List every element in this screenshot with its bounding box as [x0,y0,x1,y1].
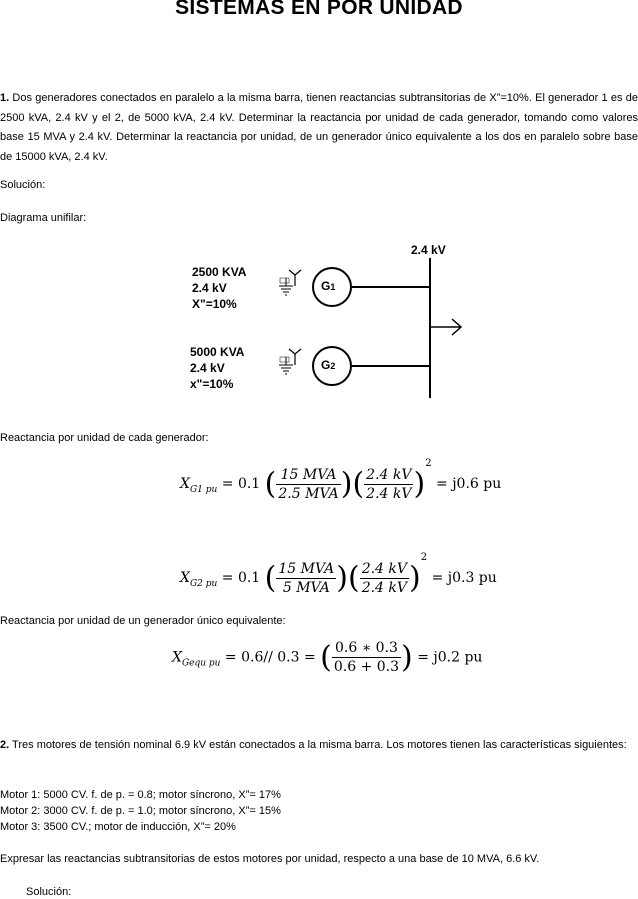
problem-2-number: 2. [0,739,10,751]
motor-1: Motor 1: 5000 CV. f. de p. = 0.8; motor síncrono, X”= 17% [0,789,281,801]
g1-label: G1 [321,279,336,293]
problem-1-text: Dos generadores conectados en paralelo a la misma barra, tienen reactancias subtransitorias de X”=10%. El generador 1 es de 2500 kVA, 2.4 kV y el 2, de 5000 kVA, 2.4 kV. Determinar la reactancia por unidad de cada generador, tomando como valores base 15 MVA y 2.4 kV. Determinar la reactancia por unidad, de un generador único equivalente a los dos en paralelo sobre base de 15000 kVA, 2.4 kV. [0,92,638,163]
g2-label: G2 [321,358,336,372]
page-title: SISTEMAS EN POR UNIDAD [175,0,463,19]
g2-wye-ground-icon [279,349,301,374]
equation-g1: $X_{G1 pu} = 0.1$ ( $\frac{\text{15 MVA}}{\text{2.5 MVA}}$ )( $\frac{2.4 kV}{2.4 kV}$ )$^2$ = j0.6 pu [180,458,502,502]
reactance-each-label: Reactancia por unidad de cada generador: [0,432,209,444]
solution-label-1: Solución: [0,179,46,191]
single-line-diagram [180,240,480,400]
motor-3: Motor 3: 3500 CV.; motor de inducción, X”= 20% [0,821,236,833]
solution-label-2: Solución: [26,886,72,898]
g2-specs: 5000 KVA 2.4 kV x"=10% [190,345,245,391]
problem-2-text: Tres motores de tensión nominal 6.9 kV están conectados a la misma barra. Los motores tienen las características siguientes: [9,739,627,751]
equation-equivalent: $X_{Gequ pu} = 0.6//$ 0.3 = ( $\frac{0.6 ∗ 0.3}{0.6 + 0.3}$ ) = j0.2 pu [172,640,483,675]
g1-wye-ground-icon [279,270,301,295]
g1-specs: 2500 KVA 2.4 kV X"=10% [192,265,247,311]
diagram-label: Diagrama unifilar: [0,212,87,224]
reactance-equiv-label: Reactancia por unidad de un generador único equivalente: [0,615,286,627]
bus-voltage-label: 2.4 kV [411,243,446,257]
problem-1-statement [0,89,638,167]
problem-1-number: 1. [0,92,10,104]
equation-g2: $X_{G2 pu} = 0.1$ ( $\frac{\text{15 MVA}}{\text{5 MVA}}$ )( $\frac{2.4 kV}{2.4 kV}$ )$^2$ = j0.3 pu [180,552,497,596]
problem-2-statement [0,736,638,756]
problem-2-task: Expresar las reactancias subtransitorias de estos motores por unidad, respecto a una base de 10 MVA, 6.6 kV. [0,853,540,865]
motor-2: Motor 2: 3000 CV. f. de p. = 1.0; motor síncrono, X”= 15% [0,805,281,817]
